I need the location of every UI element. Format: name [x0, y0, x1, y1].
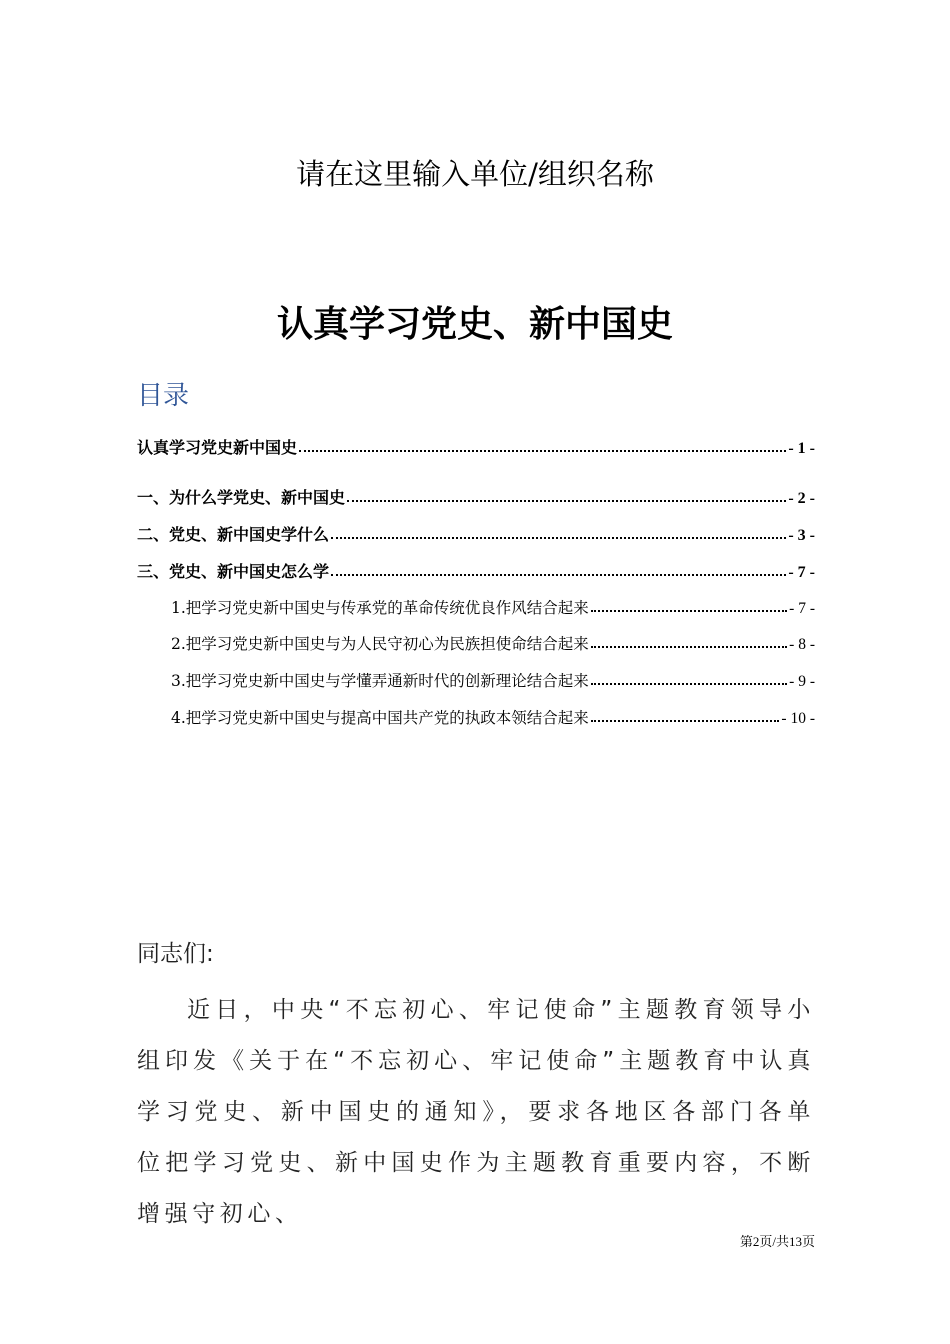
- toc-entry-label: 3.把学习党史新中国史与学懂弄通新时代的创新理论结合起来: [171, 672, 589, 690]
- toc-entry-page: - 2 -: [788, 490, 815, 507]
- toc-entry[interactable]: [137, 522, 815, 545]
- toc-entry-page: - 7 -: [788, 564, 815, 581]
- salutation: 同志们:: [137, 941, 214, 967]
- toc-leader: [331, 537, 786, 539]
- toc-entry-label: 二、党史、新中国史学什么: [137, 525, 330, 544]
- toc-entry-page: - 8 -: [789, 636, 815, 653]
- toc-leader: [591, 610, 787, 612]
- toc-entry-label: 4.把学习党史新中国史与提高中国共产党的执政本领结合起来: [171, 709, 589, 727]
- toc-leader: [347, 500, 786, 502]
- toc-leader: [331, 574, 786, 576]
- toc-leader: [591, 683, 787, 685]
- organization-name: 请在这里输入单位/组织名称: [296, 157, 654, 191]
- toc-heading: 目录: [137, 381, 190, 411]
- toc-entry-label: 2.把学习党史新中国史与为人民守初心为民族担使命结合起来: [171, 635, 589, 653]
- toc-entry-label: 1.把学习党史新中国史与传承党的革命传统优良作风结合起来: [171, 599, 589, 617]
- page-number-footer: 第2页/共13页: [739, 1234, 815, 1249]
- toc-subentry[interactable]: [171, 669, 815, 691]
- toc-entry-page: - 7 -: [789, 600, 815, 617]
- toc-subentry[interactable]: [171, 596, 815, 618]
- body-paragraph: 近日，中央“不忘初心、牢记使命”主题教育领导小组印发《关于在“不忘初心、牢记使命”主题教育中认真学习党史、新中国史的通知》，要求各地区各部门各单位把学习党史、新中国史作为主题教育重要内容，不断增强守初心、: [137, 997, 815, 1227]
- toc-entry-page: - 10 -: [781, 710, 815, 727]
- toc-entry-label: 三、党史、新中国史怎么学: [137, 562, 330, 581]
- toc-entry-page: - 9 -: [789, 673, 815, 690]
- toc-leader: [299, 450, 786, 452]
- toc-entry[interactable]: [137, 559, 815, 582]
- toc-entry[interactable]: [137, 435, 815, 458]
- toc-subentry[interactable]: [171, 632, 815, 654]
- toc-subentry[interactable]: [171, 706, 815, 728]
- document-title: 认真学习党史、新中国史: [276, 303, 673, 345]
- toc-leader: [591, 646, 787, 648]
- toc-entry-label: 一、为什么学党史、新中国史: [137, 488, 346, 507]
- toc-entry-page: - 1 -: [788, 440, 815, 457]
- toc-leader: [591, 720, 780, 722]
- toc-entry[interactable]: [137, 485, 815, 508]
- toc-entry-page: - 3 -: [788, 527, 815, 544]
- toc-entry-label: 认真学习党史新中国史: [137, 438, 298, 457]
